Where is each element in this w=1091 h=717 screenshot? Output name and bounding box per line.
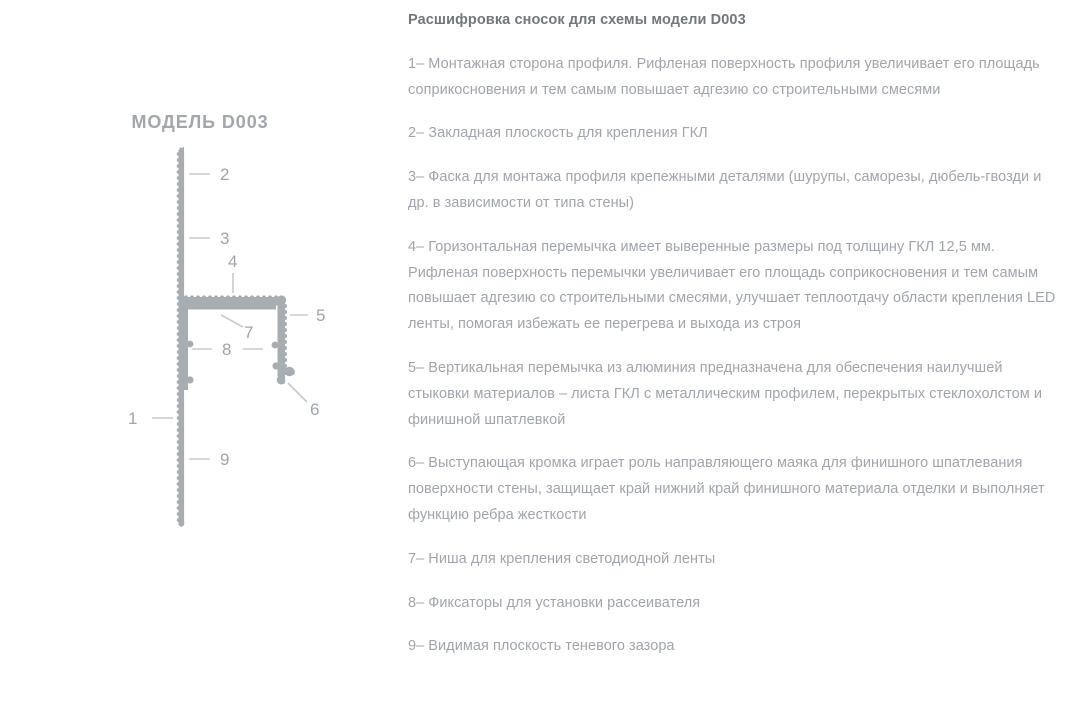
note-item: 9– Видимая плоскость теневого зазора bbox=[408, 638, 675, 655]
note-item: 2– Закладная плоскость для крепления ГКЛ bbox=[408, 125, 708, 142]
bead-lower bbox=[277, 376, 286, 385]
profile-body bbox=[177, 147, 295, 527]
led-niche-shelf bbox=[188, 306, 276, 310]
diffuser-clip-left bbox=[187, 341, 194, 348]
web-bottom-tip bbox=[178, 520, 184, 526]
note-item: 1– Монтажная сторона профиля. Рифленая поверхность профиля увеличивает его площадь соприкосновения и тем самым повышает адгезию со строительными смесями bbox=[408, 55, 1040, 98]
note-item: 5– Вертикальная перемычка из алюминия предназначена для обеспечения наилучшей стыковки материалов – листа ГКЛ с металлическим профилем, перекрытых стеклохолстом и финишной шпатлевкой bbox=[408, 359, 1042, 428]
callout-label-2: 2 bbox=[220, 165, 230, 184]
diffuser-clip-right bbox=[272, 342, 279, 349]
callout-label-7: 7 bbox=[244, 323, 254, 342]
diffuser-clip-right-lower bbox=[272, 362, 279, 369]
callout-label-6: 6 bbox=[310, 400, 320, 419]
callout-label-4: 4 bbox=[228, 252, 238, 271]
notes-heading: Расшифровка сносок для схемы модели D003 bbox=[408, 12, 746, 28]
profile-cross-section-drawing bbox=[0, 140, 400, 540]
callout-label-5: 5 bbox=[316, 306, 326, 325]
leader-7 bbox=[221, 315, 243, 327]
notes-panel bbox=[400, 0, 1091, 717]
note-item: 6– Выступающая кромка играет роль направляющего маяка для финишного шпатлевания поверхности стены, защищает край нижний край финишного материала отделки и выполняет функцию ребра жесткости bbox=[408, 455, 1045, 523]
diffuser-clip-left-lower bbox=[186, 376, 193, 383]
callout-numbers bbox=[128, 165, 325, 469]
diagram-panel bbox=[0, 0, 400, 717]
callout-label-8: 8 bbox=[222, 340, 232, 359]
diagram-title: МОДЕЛЬ D003 bbox=[131, 112, 269, 132]
note-item: 4– Горизонтальная перемычка имеет выверенные размеры под толщину ГКЛ 12,5 мм. Рифленая поверхность перемычки увеличивает его площадь соприкосновения и тем самым повышает адгезию со строительными смесями, улучшает теплоотдачу области крепления LED ленты, помогая избежать ее перегрева и выхода из строя bbox=[408, 238, 1056, 333]
callout-label-9: 9 bbox=[220, 450, 230, 469]
callout-label-1: 1 bbox=[128, 409, 138, 428]
bead-tip bbox=[285, 367, 295, 377]
leader-6 bbox=[288, 383, 307, 402]
profile-svg bbox=[0, 140, 400, 540]
callout-label-3: 3 bbox=[220, 229, 230, 248]
note-item: 8– Фиксаторы для установки рассеивателя bbox=[408, 594, 701, 611]
note-item: 3– Фаска для монтажа профиля крепежными деталями (шурупы, саморезы, дюбель-гвозди и др. в зависимости от типа стены) bbox=[408, 169, 1042, 211]
note-item: 7– Ниша для крепления светодиодной ленты bbox=[408, 550, 716, 567]
